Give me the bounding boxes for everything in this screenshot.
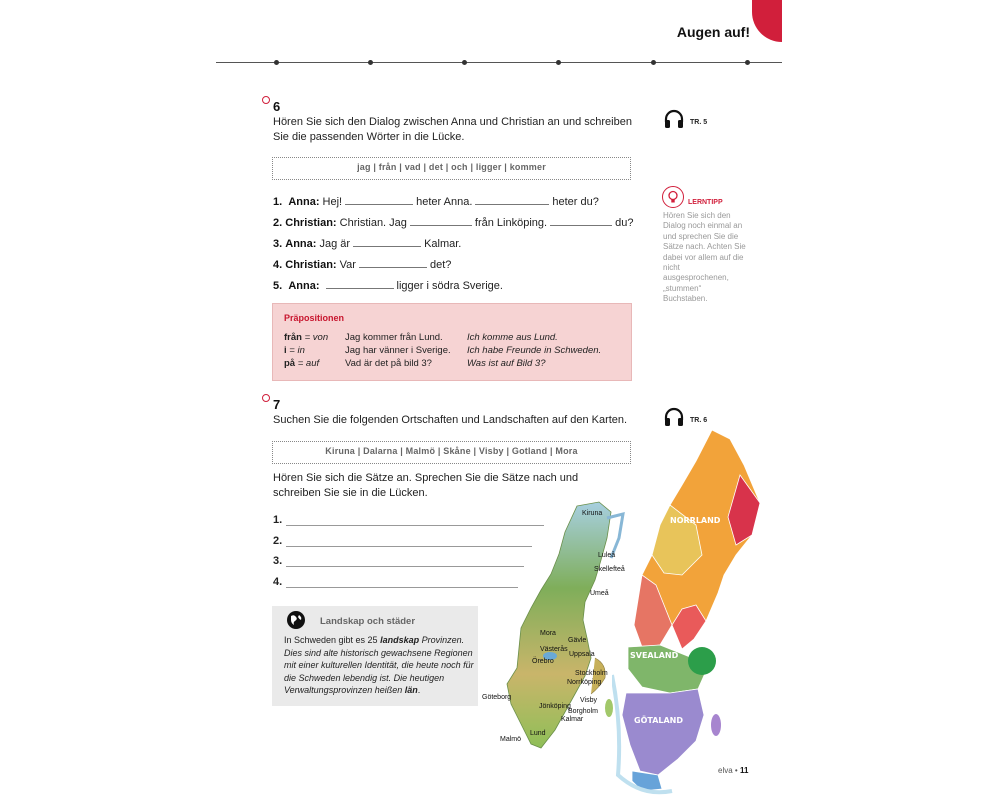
globe-icon <box>286 610 306 630</box>
info-text-bold: landskap <box>380 635 420 645</box>
map-label-goteborg: Göteborg <box>482 694 512 701</box>
exercise-7-instruction: Suchen Sie die folgenden Ortschaften und Landschaften auf den Karten. <box>273 414 628 426</box>
line-number: 4. <box>273 259 283 271</box>
answer-gap[interactable] <box>353 236 421 247</box>
swedish-example: Jag har vänner i Sverige. <box>345 345 451 356</box>
answer-gap[interactable] <box>475 194 549 205</box>
preposition-row <box>284 332 624 345</box>
line-number: 1. <box>273 196 283 208</box>
region-svealand: SVEALAND <box>630 651 679 660</box>
dialog-line <box>273 215 633 231</box>
map-label-borgholm: Borgholm <box>568 708 598 715</box>
map-label-visby: Visby <box>580 697 597 704</box>
dialog-text: det? <box>429 259 452 271</box>
preposition-meaning: = auf <box>295 358 320 369</box>
exercise-bullet <box>262 394 270 402</box>
exercise-6-word-box: jag | från | vad | det | och | ligger | kommer <box>272 157 631 180</box>
political-map-sweden <box>612 425 762 795</box>
swedish-example: Jag kommer från Lund. <box>345 332 443 343</box>
map-label-lund: Lund <box>530 730 546 737</box>
answer-gap[interactable] <box>359 257 427 268</box>
preposition-row <box>284 358 624 371</box>
dialog-text: Kalmar. <box>424 238 462 250</box>
dialog-text: Jag är <box>319 238 351 250</box>
swedish-example: Vad är det på bild 3? <box>345 358 432 369</box>
dialog-text: Var <box>339 259 356 271</box>
dialog-text: heter du? <box>552 196 599 208</box>
dialog-line <box>273 194 599 210</box>
line-number: 2. <box>273 217 283 229</box>
exercise-bullet <box>262 96 270 104</box>
rule-dot <box>556 60 561 65</box>
preposition-word: från <box>284 332 302 343</box>
dialog-text: heter Anna. <box>416 196 473 208</box>
speaker: Anna: <box>285 238 317 250</box>
info-text-bold: län <box>404 685 418 696</box>
speaker: Christian: <box>285 217 337 229</box>
preposition-meaning: = von <box>301 332 329 343</box>
map-label-malmo: Malmö <box>500 736 522 743</box>
speaker: Anna: <box>288 196 320 208</box>
dialog-text: Hej! <box>322 196 343 208</box>
line-number: 2. <box>273 535 283 547</box>
map-label-kiruna: Kiruna <box>582 510 603 517</box>
german-example: Was ist auf Bild 3? <box>467 358 546 369</box>
exercise-6-instruction: Hören Sie sich den Dialog zwischen Anna und Christian an und schreiben Sie die passenden Wörter in die Lücke. <box>273 116 632 143</box>
header-title: Augen auf! <box>676 24 750 40</box>
line-number: 5. <box>273 280 283 292</box>
region-norrland: NORRLAND <box>670 516 721 525</box>
map-label-gavle: Gävle <box>568 637 587 644</box>
map-label-vasteras: Västerås <box>540 646 568 653</box>
dialog-line <box>273 278 503 294</box>
german-example: Ich habe Freunde in Schweden. <box>467 345 602 356</box>
preposition-word: på <box>284 358 296 369</box>
answer-gap[interactable] <box>410 215 472 226</box>
rule-dot <box>462 60 467 65</box>
german-example: Ich komme aus Lund. <box>467 332 558 343</box>
info-text-part: Provinzen. Dies sind alte historisch gewachsene Regionen mit einer kulturellen Identität, die heute noch für die Schweden lebendig ist. Die heutigen Verwaltungsprovinzen heißen <box>284 635 474 696</box>
map-label-lulea: Luleå <box>598 552 616 559</box>
line-number: 3. <box>273 238 283 250</box>
page-footer <box>718 766 748 775</box>
preposition-meaning: = in <box>286 345 305 356</box>
dialog-text: från Linköping. <box>474 217 548 229</box>
exercise-6-number: 6 <box>273 99 281 114</box>
lerntipp-text: Hören Sie sich den Dialog noch einmal an und sprechen Sie die Sätze nach. Achten Sie dabei vor allem auf die nicht ausgesprochenen, „stummen“ Buchstaben. <box>663 211 746 304</box>
map-label-mora: Mora <box>540 630 556 637</box>
dialog-text: du? <box>615 217 634 229</box>
region-gotaland: GÖTALAND <box>634 716 684 725</box>
speaker: Anna: <box>288 280 320 292</box>
lerntipp-label: LERNTIPP <box>688 199 723 206</box>
line-number: 3. <box>273 555 283 567</box>
speaker: Christian: <box>285 259 337 271</box>
info-box-text <box>284 634 474 697</box>
dialog-line <box>273 257 451 273</box>
prepositions-title: Präpositionen <box>284 313 345 323</box>
rule-dot <box>745 60 750 65</box>
rule-dot <box>368 60 373 65</box>
exercise-7-word-box: Kiruna | Dalarna | Malmö | Skåne | Visby | Gotland | Mora <box>272 441 631 464</box>
map-label-skelleftea: Skellefteå <box>594 566 625 573</box>
track-label: TR. 6 <box>690 417 708 424</box>
track-label: TR. 5 <box>690 119 708 126</box>
answer-gap[interactable] <box>345 194 413 205</box>
answer-gap[interactable] <box>550 215 612 226</box>
page-word: elva <box>718 766 733 775</box>
lightbulb-icon <box>662 186 684 208</box>
dialog-line <box>273 236 461 252</box>
map-label-uppsala: Uppsala <box>569 651 595 658</box>
headphones-icon <box>663 108 685 130</box>
preposition-word: i <box>284 345 287 356</box>
map-label-umea: Umeå <box>590 590 609 597</box>
rule-dot <box>274 60 279 65</box>
info-text-part: In Schweden gibt es 25 <box>284 635 381 645</box>
map-label-jonkoping: Jönköping <box>539 703 571 710</box>
info-text-part: . <box>417 685 421 696</box>
rule-dot <box>651 60 656 65</box>
map-label-kalmar: Kalmar <box>561 716 584 723</box>
line-number: 1. <box>273 514 283 526</box>
map-label-orebro: Örebro <box>532 658 554 665</box>
dialog-text: ligger i södra Sverige. <box>396 280 503 292</box>
preposition-row <box>284 345 624 358</box>
map-label-norrkoping: Norrköping <box>567 679 602 686</box>
info-box-title: Landskap och städer <box>320 616 416 627</box>
dialog-text: Christian. Jag <box>339 217 407 229</box>
footer-separator: • <box>732 766 740 775</box>
line-number: 4. <box>273 576 283 588</box>
map-label-stockholm: Stockholm <box>575 670 608 677</box>
header-rule <box>216 62 782 63</box>
page-number: 11 <box>739 766 749 775</box>
exercise-7-instruction-2: Hören Sie sich die Sätze an. Sprechen Sie die Sätze nach und schreiben Sie sie in die Lücken. <box>273 472 579 499</box>
answer-gap[interactable] <box>326 278 394 289</box>
accent-corner <box>752 0 782 42</box>
exercise-7-number: 7 <box>273 397 281 412</box>
